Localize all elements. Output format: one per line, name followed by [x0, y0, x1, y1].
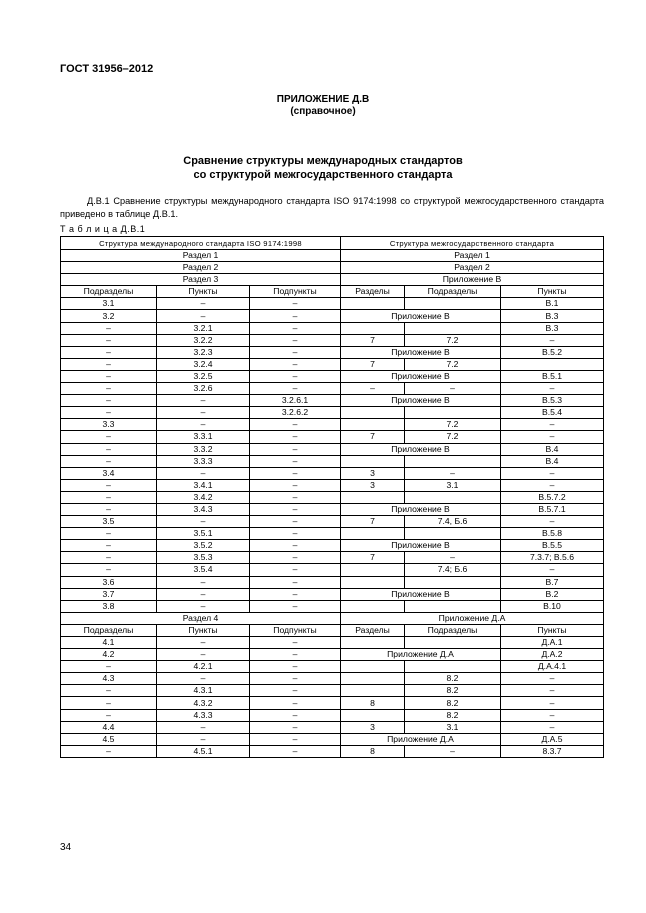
table-row — [61, 552, 604, 564]
table-cell: – — [250, 431, 341, 443]
table-cell: – — [157, 721, 250, 733]
table-cell: – — [250, 588, 341, 600]
table-header-row — [61, 237, 604, 250]
table-cell: 4.3.1 — [157, 685, 250, 697]
table-cell: – — [250, 310, 341, 322]
table-row — [61, 503, 604, 515]
section-label-international: Раздел 1 — [61, 250, 341, 262]
table-cell: 7.2 — [405, 431, 501, 443]
table-cell: 7 — [341, 516, 405, 528]
table-cell — [405, 455, 501, 467]
table-cell — [341, 455, 405, 467]
table-cell-merged: Приложение Д.А — [341, 733, 501, 745]
table-cell: – — [250, 298, 341, 310]
table-row — [61, 637, 604, 649]
header-interstate-structure: Структура межгосударственного стандарта — [341, 237, 604, 250]
table-cell — [405, 576, 501, 588]
table-cell: – — [61, 564, 157, 576]
table-cell-merged: Приложение В — [341, 395, 501, 407]
table-column-header-row — [61, 286, 604, 298]
table-cell: – — [61, 370, 157, 382]
table-row — [61, 745, 604, 757]
column-header-cell: Пункты — [157, 286, 250, 298]
table-cell: – — [157, 395, 250, 407]
table-cell: – — [250, 564, 341, 576]
table-cell: Д.А.5 — [501, 733, 604, 745]
appendix-title: ПРИЛОЖЕНИЕ Д.В — [276, 94, 370, 105]
table-cell: – — [61, 685, 157, 697]
table-row — [61, 310, 604, 322]
table-cell: 3.5.2 — [157, 540, 250, 552]
table-cell — [341, 576, 405, 588]
table-cell: – — [250, 673, 341, 685]
table-cell: – — [157, 588, 250, 600]
table-cell: 3.2.6.2 — [250, 407, 341, 419]
table-cell: – — [61, 697, 157, 709]
table-cell: – — [250, 455, 341, 467]
table-section-row — [61, 262, 604, 274]
column-header-cell: Подразделы — [61, 624, 157, 636]
table-cell-merged: Приложение В — [341, 310, 501, 322]
table-row — [61, 649, 604, 661]
table-cell: – — [250, 479, 341, 491]
table-row — [61, 540, 604, 552]
table-cell: – — [501, 697, 604, 709]
table-cell: – — [501, 467, 604, 479]
table-cell — [341, 661, 405, 673]
column-header-cell: Подпункты — [250, 286, 341, 298]
table-cell: – — [61, 745, 157, 757]
table-cell: Д.А.2 — [501, 649, 604, 661]
table-row — [61, 685, 604, 697]
table-cell: 3.5 — [61, 516, 157, 528]
table-cell: – — [250, 358, 341, 370]
document-title — [0, 154, 646, 182]
table-cell: 7.4; Б.6 — [405, 564, 501, 576]
table-cell: – — [250, 419, 341, 431]
table-cell: 8.2 — [405, 697, 501, 709]
table-cell: – — [61, 395, 157, 407]
section-label-international: Раздел 4 — [61, 612, 341, 624]
table-cell: – — [157, 467, 250, 479]
table-cell: – — [250, 733, 341, 745]
table-cell: – — [157, 298, 250, 310]
table-cell: – — [157, 649, 250, 661]
table-cell: – — [157, 673, 250, 685]
table-cell: – — [61, 431, 157, 443]
table-cell: 8 — [341, 745, 405, 757]
table-cell: – — [250, 467, 341, 479]
table-cell: – — [61, 443, 157, 455]
table-cell: – — [405, 383, 501, 395]
table-cell: – — [501, 564, 604, 576]
section-label-interstate: Раздел 2 — [341, 262, 604, 274]
table-cell: – — [501, 721, 604, 733]
table-row — [61, 370, 604, 382]
table-cell: 4.3 — [61, 673, 157, 685]
table-cell: 3.6 — [61, 576, 157, 588]
comparison-table — [60, 236, 604, 758]
table-cell: 3.8 — [61, 600, 157, 612]
table-cell: – — [341, 383, 405, 395]
table-cell — [341, 419, 405, 431]
table-cell: 3.2.3 — [157, 346, 250, 358]
table-row — [61, 322, 604, 334]
table-cell: 3.3.1 — [157, 431, 250, 443]
table-cell: 8.3.7 — [501, 745, 604, 757]
table-cell — [405, 322, 501, 334]
table-cell: В.5.5 — [501, 540, 604, 552]
table-cell-merged: Приложение Д.А — [341, 649, 501, 661]
table-cell: – — [501, 479, 604, 491]
table-cell: В.1 — [501, 298, 604, 310]
table-cell: 3.2.5 — [157, 370, 250, 382]
table-cell: 4.3.3 — [157, 709, 250, 721]
table-cell: – — [250, 322, 341, 334]
table-row — [61, 600, 604, 612]
table-row — [61, 709, 604, 721]
table-cell: В.7 — [501, 576, 604, 588]
table-section-row — [61, 274, 604, 286]
table-cell: – — [501, 419, 604, 431]
section-label-interstate: Приложение Д.А — [341, 612, 604, 624]
table-cell: – — [61, 358, 157, 370]
table-cell — [341, 407, 405, 419]
table-cell: – — [250, 721, 341, 733]
table-cell: 7 — [341, 358, 405, 370]
table-cell: 7 — [341, 334, 405, 346]
table-row — [61, 467, 604, 479]
table-cell: 7 — [341, 431, 405, 443]
column-header-cell: Разделы — [341, 624, 405, 636]
table-section-row — [61, 250, 604, 262]
table-cell — [341, 528, 405, 540]
table-cell: – — [157, 576, 250, 588]
table-cell: – — [61, 552, 157, 564]
table-cell: 3.2.6 — [157, 383, 250, 395]
table-cell: – — [501, 685, 604, 697]
table-cell — [405, 600, 501, 612]
table-cell-merged: Приложение В — [341, 346, 501, 358]
table-cell-merged: Приложение В — [341, 370, 501, 382]
table-cell: – — [501, 709, 604, 721]
table-cell: 8.2 — [405, 685, 501, 697]
table-cell — [405, 661, 501, 673]
column-header-cell: Подразделы — [405, 624, 501, 636]
table-cell: В.5.2 — [501, 346, 604, 358]
table-cell: – — [250, 540, 341, 552]
document-title-line-2: со структурой межгосударственного стандарта — [193, 169, 453, 181]
table-cell: – — [61, 503, 157, 515]
table-cell — [341, 709, 405, 721]
table-cell: 3.3.3 — [157, 455, 250, 467]
appendix-heading — [0, 94, 646, 118]
table-cell: 8 — [341, 697, 405, 709]
table-cell: 8.2 — [405, 673, 501, 685]
table-cell — [341, 685, 405, 697]
table-row — [61, 479, 604, 491]
table-cell: – — [157, 419, 250, 431]
table-cell: 7.2 — [405, 334, 501, 346]
table-cell: – — [250, 745, 341, 757]
table-cell: – — [157, 733, 250, 745]
table-cell: В.5.7.2 — [501, 491, 604, 503]
table-row — [61, 697, 604, 709]
table-cell — [341, 600, 405, 612]
table-cell: 3 — [341, 721, 405, 733]
table-cell: – — [61, 661, 157, 673]
table-cell-merged: Приложение В — [341, 443, 501, 455]
table-cell: – — [250, 370, 341, 382]
table-cell: 3.4.2 — [157, 491, 250, 503]
table-caption: Т а б л и ц а Д.В.1 — [60, 224, 146, 234]
table-cell: 7 — [341, 552, 405, 564]
table-cell: Д.А.1 — [501, 637, 604, 649]
table-cell — [341, 322, 405, 334]
column-header-cell: Пункты — [157, 624, 250, 636]
table-cell: – — [250, 661, 341, 673]
table-cell — [341, 298, 405, 310]
table-cell: – — [250, 516, 341, 528]
table-cell: 8.2 — [405, 709, 501, 721]
table-cell: – — [405, 552, 501, 564]
table-cell: 4.4 — [61, 721, 157, 733]
table-row — [61, 298, 604, 310]
table-cell — [341, 564, 405, 576]
table-cell: – — [157, 516, 250, 528]
table-cell: – — [157, 600, 250, 612]
table-cell: – — [501, 383, 604, 395]
table-cell: В.2 — [501, 588, 604, 600]
table-cell: – — [61, 383, 157, 395]
table-cell: – — [61, 455, 157, 467]
table-cell: – — [405, 467, 501, 479]
table-cell: 3.5.3 — [157, 552, 250, 564]
column-header-cell: Подразделы — [405, 286, 501, 298]
table-cell: В.5.3 — [501, 395, 604, 407]
table-cell: 3.4.3 — [157, 503, 250, 515]
table-row — [61, 661, 604, 673]
column-header-cell: Подпункты — [250, 624, 341, 636]
table-row — [61, 673, 604, 685]
table-cell: – — [250, 600, 341, 612]
table-row — [61, 443, 604, 455]
table-cell: 7.2 — [405, 419, 501, 431]
intro-paragraph: Д.В.1 Сравнение структуры международного стандарта ISO 9174:1998 со структурой межгосударственного стандарта приведено в таблице Д.В.1. — [60, 196, 604, 219]
table-cell: – — [250, 649, 341, 661]
table-cell — [405, 637, 501, 649]
table-cell: 4.5 — [61, 733, 157, 745]
table-cell: 3.2.6.1 — [250, 395, 341, 407]
table-cell: В.3 — [501, 322, 604, 334]
table-cell: – — [250, 685, 341, 697]
table-cell: – — [61, 407, 157, 419]
table-cell: 7.2 — [405, 358, 501, 370]
table-cell: – — [61, 491, 157, 503]
section-label-international: Раздел 2 — [61, 262, 341, 274]
table-cell: 3.2.2 — [157, 334, 250, 346]
table-row — [61, 455, 604, 467]
table-cell: – — [501, 431, 604, 443]
table-row — [61, 721, 604, 733]
table-cell: – — [250, 576, 341, 588]
table-cell: В.5.4 — [501, 407, 604, 419]
table-cell: В.5.7.1 — [501, 503, 604, 515]
table-row — [61, 383, 604, 395]
table-cell — [341, 491, 405, 503]
table-row — [61, 419, 604, 431]
table-cell: 7.4, Б.6 — [405, 516, 501, 528]
table-cell — [405, 528, 501, 540]
table-cell — [501, 358, 604, 370]
table-cell: 4.5.1 — [157, 745, 250, 757]
table-cell: В.10 — [501, 600, 604, 612]
table-row — [61, 588, 604, 600]
table-cell: – — [250, 383, 341, 395]
table-cell: – — [250, 697, 341, 709]
table-cell-merged: Приложение В — [341, 503, 501, 515]
table-cell: – — [157, 407, 250, 419]
document-title-line-1: Сравнение структуры международных стандартов — [183, 155, 463, 167]
table-cell: – — [61, 709, 157, 721]
table-cell: – — [157, 637, 250, 649]
table-cell: 4.2 — [61, 649, 157, 661]
table-row — [61, 395, 604, 407]
table-cell: 3.5.1 — [157, 528, 250, 540]
column-header-cell: Подразделы — [61, 286, 157, 298]
table-row — [61, 491, 604, 503]
column-header-cell: Пункты — [501, 624, 604, 636]
table-cell: 3.3.2 — [157, 443, 250, 455]
table-cell: 3.4.1 — [157, 479, 250, 491]
table-cell-merged: Приложение В — [341, 540, 501, 552]
table-row — [61, 334, 604, 346]
table-cell: – — [250, 552, 341, 564]
table-row — [61, 358, 604, 370]
table-row — [61, 431, 604, 443]
table-cell: – — [61, 334, 157, 346]
table-cell: – — [250, 709, 341, 721]
table-cell: В.5.1 — [501, 370, 604, 382]
table-row — [61, 516, 604, 528]
table-cell: – — [405, 745, 501, 757]
table-cell: – — [250, 528, 341, 540]
table-cell: 4.1 — [61, 637, 157, 649]
table-cell: 3.2 — [61, 310, 157, 322]
column-header-cell: Разделы — [341, 286, 405, 298]
table-row — [61, 564, 604, 576]
table-cell: 3.4 — [61, 467, 157, 479]
table-row — [61, 528, 604, 540]
table-cell: – — [250, 443, 341, 455]
table-cell: – — [250, 346, 341, 358]
table-cell: – — [61, 346, 157, 358]
table-cell: 4.2.1 — [157, 661, 250, 673]
section-label-interstate: Приложение В — [341, 274, 604, 286]
table-cell: – — [157, 310, 250, 322]
table-cell — [341, 637, 405, 649]
table-cell-merged: Приложение В — [341, 588, 501, 600]
table-section-row — [61, 612, 604, 624]
table-cell: – — [250, 637, 341, 649]
table-cell — [405, 407, 501, 419]
table-cell: – — [61, 528, 157, 540]
table-cell: 3.2.4 — [157, 358, 250, 370]
table-row — [61, 576, 604, 588]
table-cell: – — [501, 334, 604, 346]
table-cell: 3.3 — [61, 419, 157, 431]
header-international-structure: Структура международного стандарта ISO 9174:1998 — [61, 237, 341, 250]
table-cell: – — [250, 503, 341, 515]
appendix-subtitle: (справочное) — [290, 106, 356, 117]
table-cell: – — [250, 334, 341, 346]
document-code: ГОСТ 31956–2012 — [60, 63, 154, 75]
table-cell: 3.7 — [61, 588, 157, 600]
table-cell: В.4 — [501, 443, 604, 455]
table-cell: – — [61, 479, 157, 491]
table-cell: 3.1 — [405, 721, 501, 733]
table-column-header-row — [61, 624, 604, 636]
table-cell: В.5.8 — [501, 528, 604, 540]
table-cell: – — [61, 322, 157, 334]
table-cell: – — [501, 673, 604, 685]
table-cell: 3 — [341, 467, 405, 479]
table-cell: 7.3.7; В.5.6 — [501, 552, 604, 564]
table-row — [61, 407, 604, 419]
table-cell: 3.2.1 — [157, 322, 250, 334]
table-cell: В.4 — [501, 455, 604, 467]
table-cell: 3.1 — [405, 479, 501, 491]
table-cell: 3.1 — [61, 298, 157, 310]
section-label-interstate: Раздел 1 — [341, 250, 604, 262]
table-row — [61, 346, 604, 358]
table-cell: 3 — [341, 479, 405, 491]
page-number: 34 — [60, 842, 72, 853]
table-cell: В.3 — [501, 310, 604, 322]
column-header-cell: Пункты — [501, 286, 604, 298]
table-cell — [405, 491, 501, 503]
table-cell: 3.5.4 — [157, 564, 250, 576]
table-row — [61, 733, 604, 745]
table-cell — [405, 298, 501, 310]
section-label-international: Раздел 3 — [61, 274, 341, 286]
table-cell: – — [501, 516, 604, 528]
table-cell: 4.3.2 — [157, 697, 250, 709]
table-cell: – — [250, 491, 341, 503]
table-cell — [341, 673, 405, 685]
table-cell: Д.А.4.1 — [501, 661, 604, 673]
table-cell: – — [61, 540, 157, 552]
